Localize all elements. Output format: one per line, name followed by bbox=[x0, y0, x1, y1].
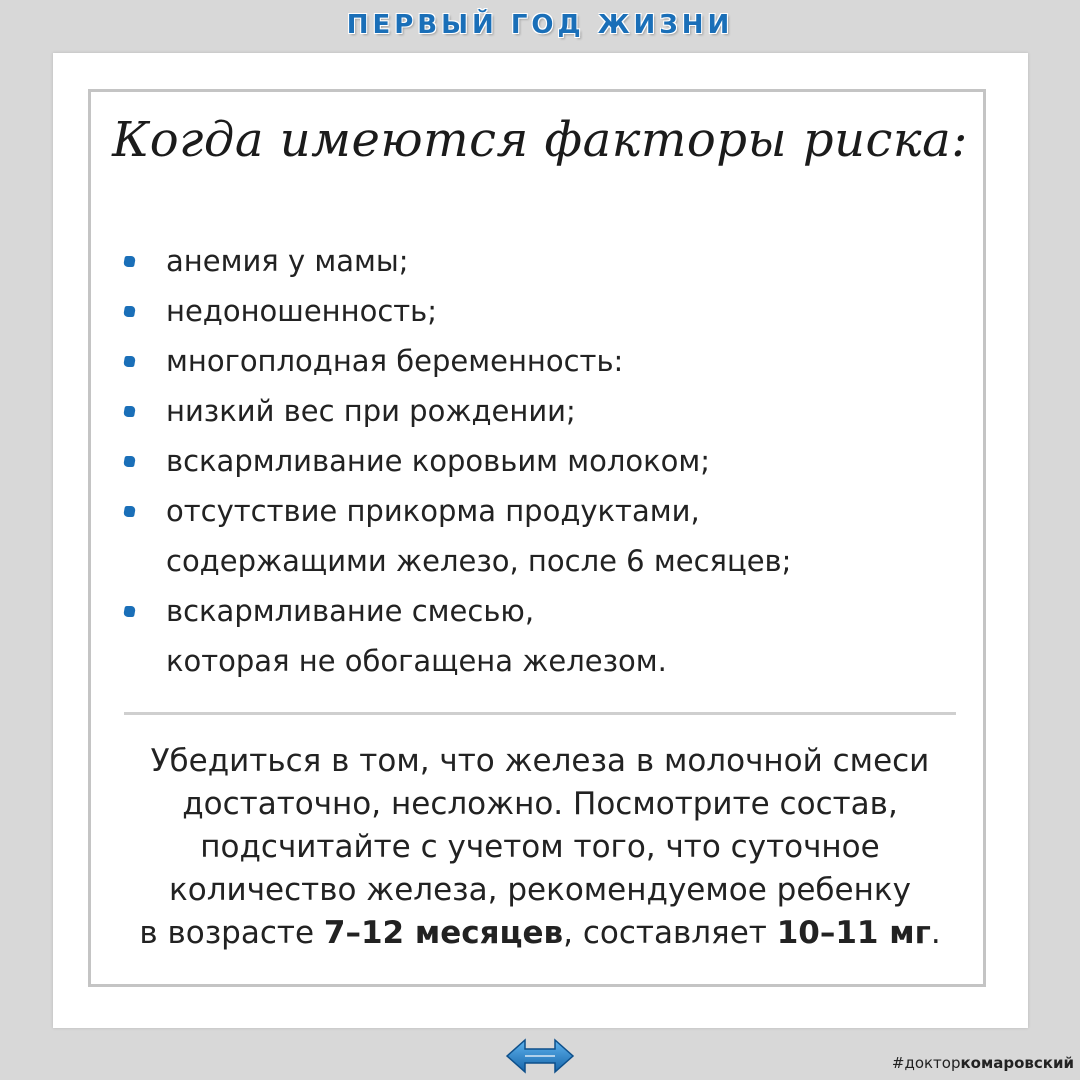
risk-factor-text: недоношенность; bbox=[166, 294, 438, 328]
list-item bbox=[122, 286, 962, 336]
list-item bbox=[122, 586, 962, 686]
risk-factor-text: многоплодная беременность: bbox=[166, 344, 624, 378]
bullet-icon bbox=[123, 506, 136, 517]
brand-hashtag bbox=[892, 1054, 1074, 1072]
note-line: подсчитайте с учетом того, что суточное bbox=[200, 829, 880, 865]
hashtag-brand: комаровский bbox=[960, 1054, 1074, 1072]
note-line: количество железа, рекомендуемое ребенку bbox=[169, 872, 911, 908]
list-item bbox=[122, 236, 962, 286]
section-divider bbox=[124, 712, 956, 715]
risk-factor-list bbox=[122, 236, 962, 686]
bullet-icon bbox=[123, 356, 136, 367]
bullet-icon bbox=[123, 406, 136, 417]
hashtag-prefix: #доктор bbox=[891, 1054, 961, 1072]
note-line-suffix: . bbox=[930, 915, 941, 951]
risk-factor-text: анемия у мамы; bbox=[166, 244, 409, 278]
bullet-icon bbox=[123, 256, 136, 267]
note-line-middle: , составляет bbox=[563, 915, 777, 951]
iron-note bbox=[110, 740, 970, 955]
double-arrow-icon[interactable] bbox=[505, 1037, 575, 1075]
risk-factor-text-continued: которая не обогащена железом. bbox=[166, 644, 667, 678]
risk-factor-text: низкий вес при рождении; bbox=[166, 394, 576, 428]
risk-factor-text: вскармливание коровьим молоком; bbox=[166, 444, 711, 478]
risk-factor-text: вскармливание смесью, bbox=[166, 594, 535, 628]
list-item bbox=[122, 436, 962, 486]
risk-factor-text-continued: содержащими железо, после 6 месяцев; bbox=[166, 544, 792, 578]
note-line: Убедиться в том, что железа в молочной смеси bbox=[150, 743, 930, 779]
list-item bbox=[122, 486, 962, 586]
note-line: достаточно, несложно. Посмотрите состав, bbox=[182, 786, 898, 822]
page-header-title: ПЕРВЫЙ ГОД ЖИЗНИ bbox=[346, 10, 734, 40]
note-line-prefix: в возрасте bbox=[139, 915, 324, 951]
bullet-icon bbox=[123, 306, 136, 317]
risk-factor-text: отсутствие прикорма продуктами, bbox=[166, 494, 700, 528]
bullet-icon bbox=[123, 606, 136, 617]
list-item bbox=[122, 386, 962, 436]
note-age-range: 7–12 месяцев bbox=[323, 915, 564, 951]
bullet-icon bbox=[123, 456, 136, 467]
list-item bbox=[122, 336, 962, 386]
note-iron-amount: 10–11 мг bbox=[776, 915, 931, 951]
card-heading: Когда имеются факторы риска: bbox=[112, 112, 968, 168]
